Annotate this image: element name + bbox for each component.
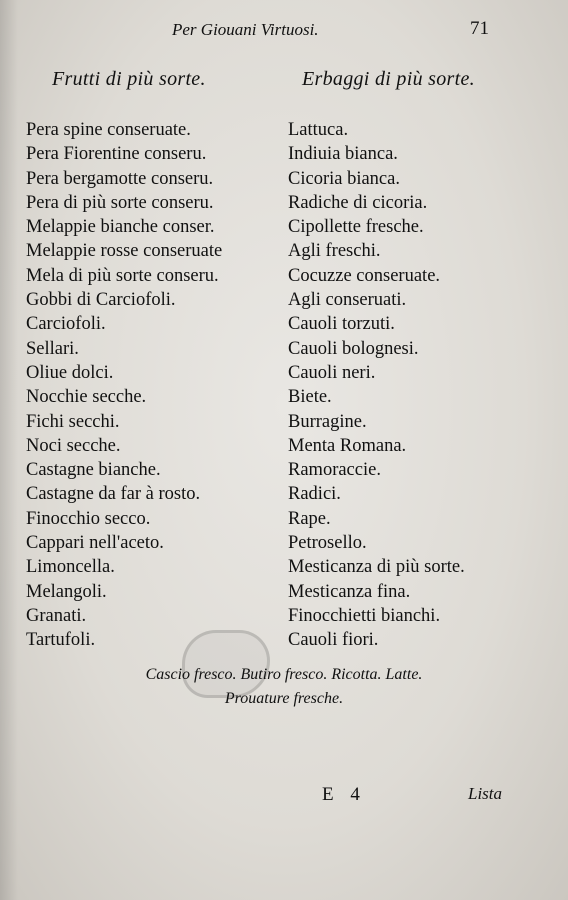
list-item: Finocchietti bianchi. [288, 605, 441, 626]
list-item: Tartufoli. [26, 630, 96, 651]
list-item: Burragine. [288, 411, 367, 432]
list-item: Carciofoli. [26, 314, 106, 335]
list-item: Melappie rosse conseruate [26, 241, 223, 262]
dairy-line-continued: Prouature fresche. [224, 690, 344, 707]
list-item: Castagne bianche. [26, 460, 161, 481]
page-number: 71 [470, 18, 489, 39]
list-item: Radici. [288, 484, 341, 505]
list-item: Indiuia bianca. [288, 144, 398, 165]
list-item: Fichi secchi. [26, 411, 120, 432]
list-item: Radiche di cicoria. [288, 192, 428, 213]
right-column-title: Erbaggi di più sorte. [302, 68, 475, 90]
list-item: Mesticanza di più sorte. [288, 557, 465, 578]
list-item: Cauoli bolognesi. [288, 338, 419, 359]
list-item: Cauoli torzuti. [288, 314, 395, 335]
list-item: Menta Romana. [288, 435, 407, 456]
list-item: Pera Fiorentine conseru. [26, 144, 207, 165]
list-item: Cauoli fiori. [288, 630, 379, 651]
gutter-shadow [0, 0, 18, 900]
list-item: Agli freschi. [288, 241, 381, 262]
list-item: Ramoraccie. [288, 460, 381, 481]
list-item: Limoncella. [26, 557, 115, 578]
list-item: Noci secche. [26, 435, 121, 456]
list-item: Oliue dolci. [26, 362, 114, 383]
list-item: Castagne da far à rosto. [26, 484, 201, 505]
vegetable-list [288, 118, 465, 653]
list-item: Cicoria bianca. [288, 168, 400, 189]
list-item: Granati. [26, 605, 87, 626]
signature-mark: E 4 [322, 784, 366, 805]
list-item: Sellari. [26, 338, 79, 359]
list-item: Cauoli neri. [288, 362, 376, 383]
list-item: Lattuca. [288, 120, 349, 140]
catchword: Lista [468, 784, 503, 803]
list-item: Cappari nell'aceto. [26, 533, 164, 554]
list-item: Pera spine conseruate. [26, 120, 191, 140]
list-item: Finocchio secco. [26, 508, 151, 529]
list-item: Mesticanza fina. [288, 581, 411, 602]
dairy-line: Cascio fresco. Butiro fresco. Ricotta. Latte. [145, 666, 423, 683]
list-item: Melappie bianche conser. [26, 217, 215, 238]
list-item: Pera bergamotte conseru. [26, 168, 214, 189]
list-item: Gobbi di Carciofoli. [26, 290, 176, 311]
running-title: Per Giouani Virtuosi. [172, 20, 319, 39]
left-column-title: Frutti di più sorte. [52, 68, 206, 90]
list-item: Agli conseruati. [288, 290, 407, 311]
list-item: Petrosello. [288, 533, 367, 554]
list-item: Nocchie secche. [26, 387, 147, 408]
fruit-list [26, 118, 222, 653]
list-item: Cipollette fresche. [288, 217, 424, 238]
list-item: Biete. [288, 387, 332, 408]
list-item: Melangoli. [26, 581, 107, 602]
list-item: Mela di più sorte conseru. [26, 265, 219, 286]
list-item: Pera di più sorte conseru. [26, 192, 214, 213]
list-item: Rape. [288, 508, 331, 529]
list-item: Cocuzze conseruate. [288, 265, 441, 286]
